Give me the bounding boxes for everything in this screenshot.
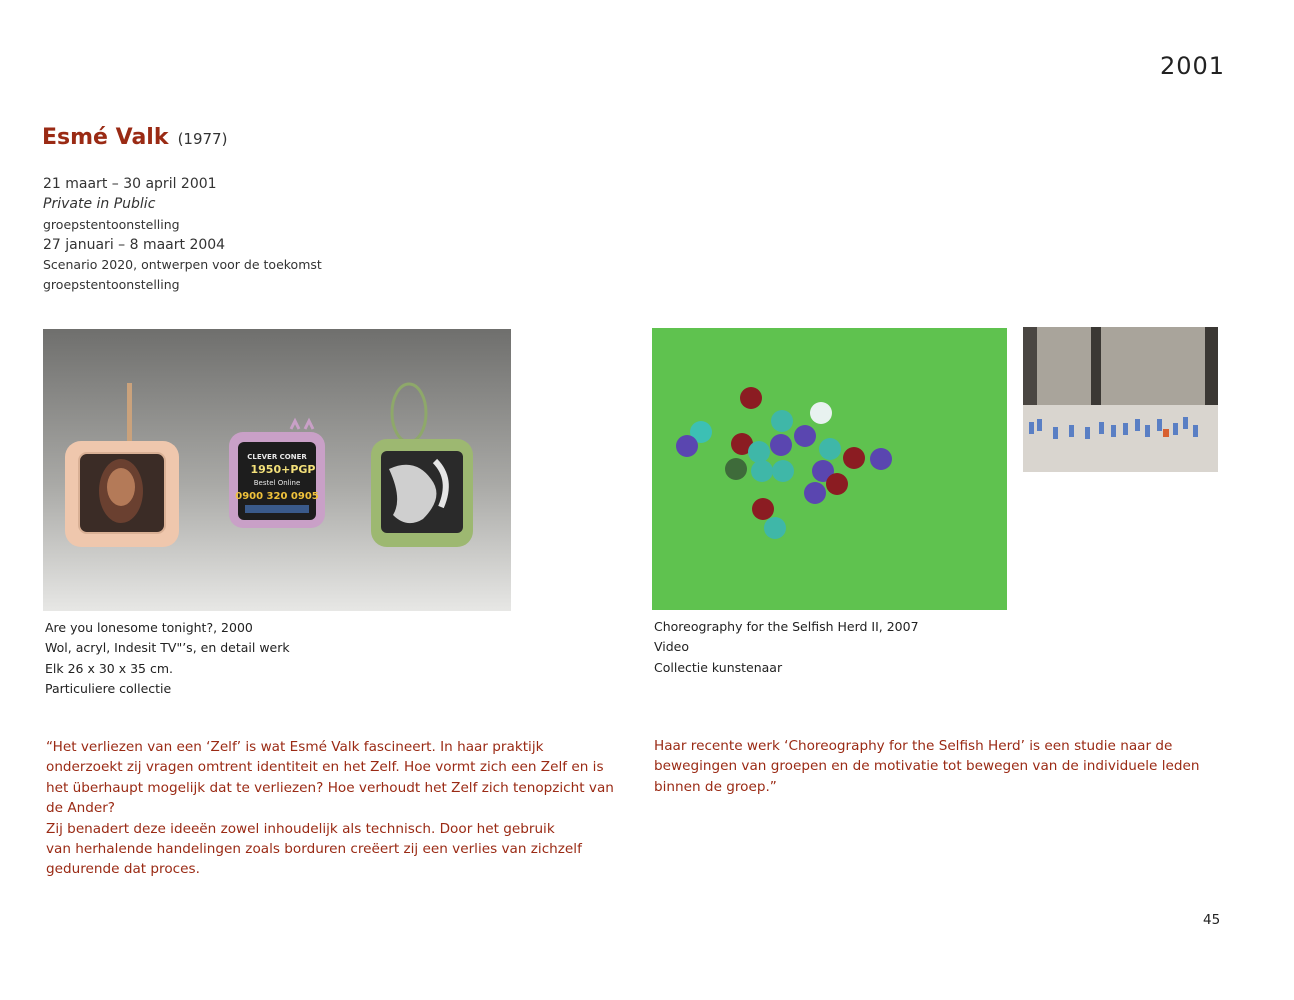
exhibition-title: Scenario 2020, ontwerpen voor de toekomst	[43, 257, 322, 273]
quote-line: Zij benadert deze ideeën zowel inhoudelijk als technisch. Door het gebruik	[46, 820, 555, 837]
page-year: 2001	[1160, 52, 1226, 80]
group-in-hall-image	[1023, 327, 1218, 472]
artwork-caption	[45, 618, 290, 699]
artwork-photo-tvs	[43, 329, 511, 611]
quote-line: onderzoekt zij vragen omtrent identiteit en het Zelf. Hoe vormt zich een Zelf en is	[46, 759, 604, 776]
antenna	[127, 383, 132, 445]
page-number: 45	[1203, 912, 1221, 928]
tv-screen-text: 1950+PGP	[250, 463, 316, 476]
caption-line: Video	[654, 639, 690, 655]
tv-sculptures-image	[43, 329, 511, 611]
quote-line: van herhalende handelingen zoals borduren creëert zij een verlies van zichzelf	[46, 841, 582, 858]
exhibition-title: Private in Public	[43, 196, 156, 213]
caption-line: Are you lonesome tonight?, 2000	[45, 620, 253, 635]
quote-line: gedurende dat proces.	[46, 861, 200, 878]
quote-left-column	[46, 737, 614, 880]
artist-birth-year: (1977)	[177, 130, 228, 148]
quote-line: binnen de groep.”	[654, 778, 777, 795]
caption-line: Particuliere collectie	[45, 680, 172, 696]
quote-line: de Ander?	[46, 800, 116, 817]
quote-right-column	[654, 736, 1199, 797]
caption-line: Choreography for the Selfish Herd II, 2007	[654, 619, 919, 634]
exhibition-type: groepstentoonstelling	[43, 216, 180, 232]
video-still-discs	[652, 328, 1007, 610]
artwork-caption	[654, 617, 919, 678]
caption-line: Wol, acryl, Indesit TV"’s, en detail werk	[45, 640, 290, 656]
caption-line: Elk 26 x 30 x 35 cm.	[45, 660, 173, 676]
video-still-hall	[1023, 327, 1218, 472]
quote-line: het überhaupt mogelijk dat te verliezen? Hoe verhoudt het Zelf zich tenopzicht van	[46, 779, 614, 796]
exhibition-type: groepstentoonstelling	[43, 277, 180, 293]
quote-line: “Het verliezen van een ‘Zelf’ is wat Esmé Valk fascineert. In haar praktijk	[46, 739, 544, 755]
artist-name: Esmé Valk	[42, 125, 169, 150]
tv-screen-text: 0900 320 0905	[235, 491, 319, 502]
exhibition-list	[43, 174, 322, 296]
quote-line: Haar recente werk ‘Choreography for the Selfish Herd’ is een studie naar de	[654, 738, 1173, 754]
artist-heading	[42, 125, 227, 150]
tv-screen-text: CLEVER CONER	[247, 453, 307, 461]
discs-on-green-image	[652, 328, 1007, 610]
tv-screen-text: Bestel Online	[253, 479, 301, 487]
exhibition-dates: 27 januari – 8 maart 2004	[43, 236, 226, 253]
quote-line: bewegingen van groepen en de motivatie tot bewegen van de individuele leden	[654, 758, 1200, 775]
caption-line: Collectie kunstenaar	[654, 659, 783, 675]
exhibition-dates: 21 maart – 30 april 2001	[43, 176, 217, 192]
